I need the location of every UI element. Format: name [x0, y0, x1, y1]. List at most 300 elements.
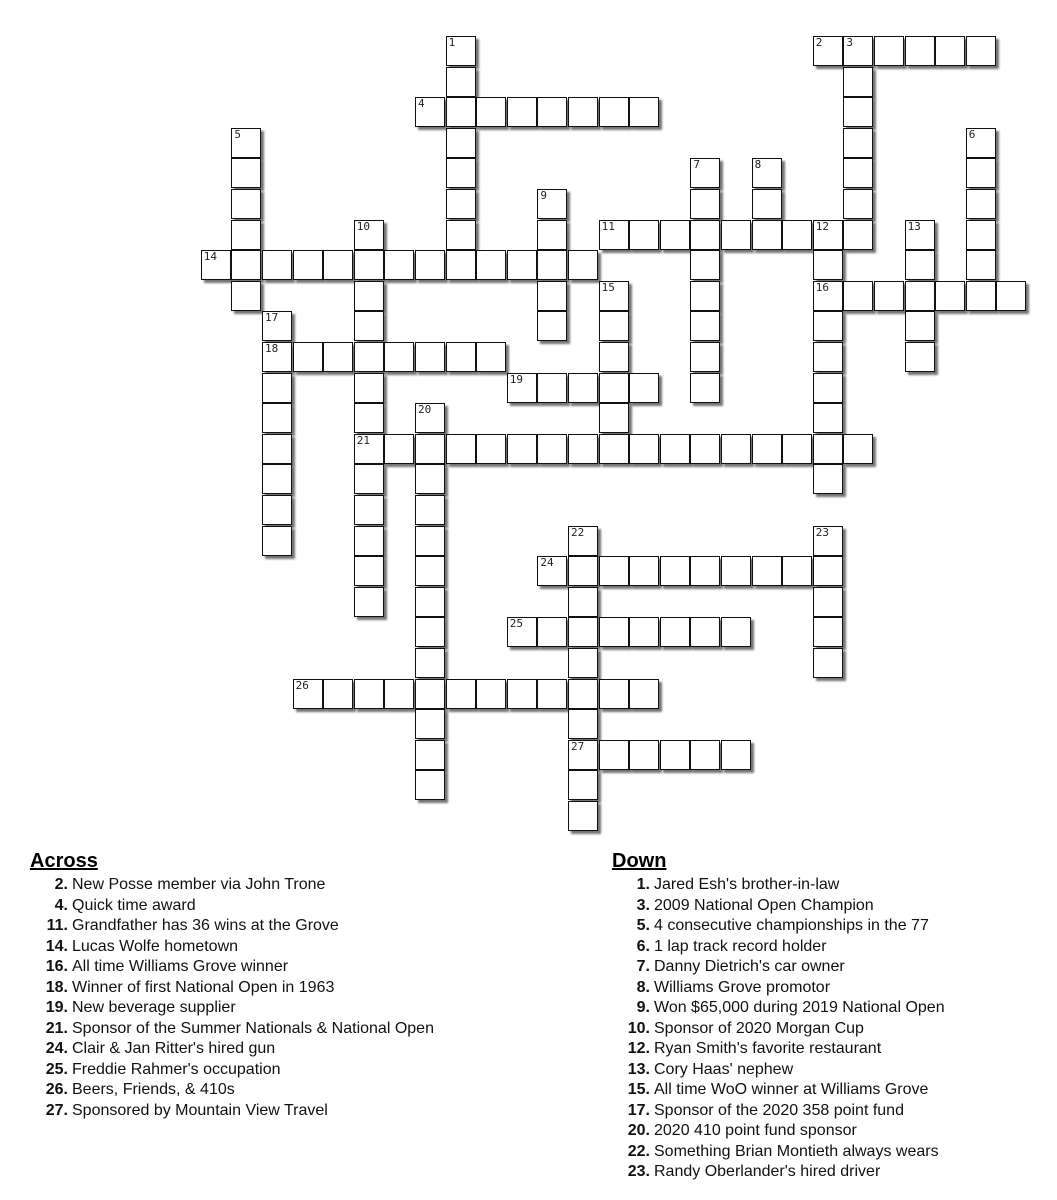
clue-text: New Posse member via John Trone — [72, 876, 326, 893]
grid-cell[interactable] — [446, 434, 476, 464]
clue-number: 13 — [907, 219, 921, 233]
grid-cell[interactable] — [813, 36, 843, 66]
clue-number: 2 — [815, 36, 823, 49]
grid-cell[interactable] — [415, 679, 445, 709]
grid-cell[interactable] — [568, 709, 598, 739]
grid-cell[interactable] — [660, 617, 690, 647]
clue-text: Beers, Friends, & 410s — [72, 1081, 235, 1098]
grid-cell[interactable] — [537, 250, 567, 280]
grid-cell[interactable] — [629, 97, 659, 127]
across-clue — [30, 916, 434, 937]
clue-number: 14 — [203, 250, 218, 264]
grid-cell[interactable] — [446, 128, 476, 158]
clue-num: 22. — [627, 1142, 650, 1160]
grid-cell[interactable] — [966, 250, 996, 280]
clue-num: 26. — [45, 1081, 68, 1098]
clue-num: 4. — [54, 896, 68, 914]
grid-cell[interactable] — [354, 281, 384, 311]
grid-cell[interactable] — [752, 556, 782, 586]
clue-num: 7. — [636, 958, 650, 975]
grid-cell[interactable] — [293, 342, 323, 372]
clue-number: 9 — [540, 189, 548, 202]
grid-cell[interactable] — [721, 740, 751, 770]
grid-cell[interactable] — [568, 801, 598, 831]
grid-cell[interactable] — [568, 434, 598, 464]
down-clue — [612, 1080, 945, 1101]
across-clue — [30, 1019, 434, 1040]
grid-cell[interactable] — [721, 434, 751, 464]
clue-text: Lucas Wolfe hometown — [72, 937, 239, 955]
grid-cell[interactable] — [752, 220, 782, 250]
grid-cell[interactable] — [262, 526, 292, 556]
grid-cell[interactable] — [323, 250, 353, 280]
grid-cell[interactable] — [629, 434, 659, 464]
grid-cell[interactable] — [690, 556, 720, 586]
grid-cell[interactable] — [629, 220, 659, 250]
grid-cell[interactable] — [415, 617, 445, 647]
grid-cell[interactable] — [323, 342, 353, 372]
grid-cell[interactable] — [568, 617, 598, 647]
grid-cell[interactable] — [568, 740, 598, 770]
grid-cell[interactable] — [966, 220, 996, 250]
grid-cell[interactable] — [231, 158, 261, 188]
grid-cell[interactable] — [599, 97, 629, 127]
grid-cell[interactable] — [874, 281, 904, 311]
grid-cell[interactable] — [690, 342, 720, 372]
grid-cell[interactable] — [354, 587, 384, 617]
grid-cell[interactable] — [813, 526, 843, 556]
grid-cell[interactable] — [843, 189, 873, 219]
grid-cell[interactable] — [415, 740, 445, 770]
grid-cell[interactable] — [415, 250, 445, 280]
grid-cell[interactable] — [293, 679, 323, 709]
grid-cell[interactable] — [599, 679, 629, 709]
grid-cell[interactable] — [599, 373, 629, 403]
clue-number: 25 — [509, 617, 524, 631]
down-clue — [612, 1060, 945, 1081]
clue-number: 21 — [356, 433, 371, 447]
grid-cell[interactable] — [323, 679, 353, 709]
grid-cell[interactable] — [507, 434, 537, 464]
grid-cell[interactable] — [568, 250, 598, 280]
grid-cell[interactable] — [201, 250, 231, 280]
grid-cell[interactable] — [966, 36, 996, 66]
down-clue — [612, 957, 945, 978]
clue-num: 25. — [45, 1060, 68, 1078]
down-clue — [612, 896, 945, 917]
clue-num: 17. — [627, 1101, 650, 1119]
grid-cell[interactable] — [813, 220, 843, 250]
grid-cell[interactable] — [813, 648, 843, 678]
across-clue-list — [30, 875, 434, 1121]
grid-cell[interactable] — [568, 648, 598, 678]
across-clue — [30, 937, 434, 958]
grid-cell[interactable] — [354, 373, 384, 403]
grid-cell[interactable] — [446, 97, 476, 127]
grid-cell[interactable] — [354, 495, 384, 525]
grid-cell[interactable] — [690, 158, 720, 188]
grid-cell[interactable] — [415, 495, 445, 525]
clue-text: Quick time award — [72, 896, 196, 914]
grid-cell[interactable] — [262, 342, 292, 372]
clue-num: 8. — [636, 978, 650, 996]
down-clue-list — [612, 875, 945, 1183]
grid-cell[interactable] — [966, 128, 996, 158]
grid-cell[interactable] — [843, 36, 873, 66]
grid-cell[interactable] — [537, 97, 567, 127]
grid-cell[interactable] — [568, 97, 598, 127]
grid-cell[interactable] — [354, 526, 384, 556]
grid-cell[interactable] — [966, 189, 996, 219]
clue-number: 3 — [846, 36, 854, 49]
grid-cell[interactable] — [537, 189, 567, 219]
grid-cell[interactable] — [262, 311, 292, 341]
grid-cell[interactable] — [507, 679, 537, 709]
down-clue — [612, 978, 945, 999]
grid-cell[interactable] — [629, 556, 659, 586]
grid-cell[interactable] — [415, 556, 445, 586]
grid-cell[interactable] — [354, 464, 384, 494]
clue-num: 16. — [45, 958, 68, 975]
clue-number: 18 — [265, 342, 279, 355]
grid-cell[interactable] — [446, 679, 476, 709]
grid-cell[interactable] — [568, 526, 598, 556]
grid-cell[interactable] — [690, 281, 720, 311]
clue-number: 7 — [693, 158, 701, 172]
clue-number: 4 — [418, 97, 425, 111]
grid-cell[interactable] — [231, 128, 261, 158]
grid-cell[interactable] — [935, 36, 965, 66]
grid-cell[interactable] — [813, 464, 843, 494]
grid-cell[interactable] — [782, 434, 812, 464]
grid-cell[interactable] — [660, 434, 690, 464]
grid-cell[interactable] — [384, 434, 414, 464]
clue-text: Winner of first National Open in 1963 — [72, 978, 335, 996]
across-clue — [30, 896, 434, 917]
grid-cell[interactable] — [537, 617, 567, 647]
grid-cell[interactable] — [599, 434, 629, 464]
clue-num: 6. — [636, 937, 650, 955]
down-clues — [612, 850, 945, 1183]
grid-cell[interactable] — [629, 617, 659, 647]
grid-cell[interactable] — [446, 189, 476, 219]
grid-cell[interactable] — [905, 220, 935, 250]
grid-cell[interactable] — [935, 281, 965, 311]
grid-cell[interactable] — [690, 311, 720, 341]
grid-cell[interactable] — [660, 740, 690, 770]
clue-text: 1 lap track record holder — [654, 937, 827, 955]
clue-text: Randy Oberlander's hired driver — [654, 1163, 881, 1180]
down-clue — [612, 916, 945, 937]
clue-number: 20 — [418, 403, 432, 417]
clue-num: 24. — [45, 1040, 68, 1057]
grid-cell[interactable] — [415, 97, 445, 127]
grid-cell[interactable] — [507, 617, 537, 647]
clue-text: Danny Dietrich's car owner — [654, 958, 845, 975]
grid-cell[interactable] — [905, 36, 935, 66]
clue-num: 14. — [45, 937, 68, 955]
down-clue — [612, 875, 945, 896]
grid-cell[interactable] — [231, 250, 261, 280]
grid-cell[interactable] — [415, 648, 445, 678]
grid-cell[interactable] — [354, 434, 384, 464]
clue-number: 16 — [815, 280, 830, 294]
clue-text: Grandfather has 36 wins at the Grove — [72, 917, 339, 934]
grid-cell[interactable] — [843, 128, 873, 158]
clue-number: 26 — [295, 678, 309, 692]
grid-cell[interactable] — [415, 770, 445, 800]
grid-cell[interactable] — [507, 373, 537, 403]
grid-cell[interactable] — [476, 97, 506, 127]
grid-cell[interactable] — [752, 158, 782, 188]
across-clue — [30, 957, 434, 978]
grid-cell[interactable] — [599, 556, 629, 586]
grid-cell[interactable] — [690, 740, 720, 770]
clue-num: 9. — [636, 999, 650, 1016]
clue-num: 3. — [636, 896, 650, 914]
grid-cell[interactable] — [568, 556, 598, 586]
clue-number: 10 — [356, 219, 371, 233]
clue-text: Freddie Rahmer's occupation — [72, 1060, 281, 1078]
grid-cell[interactable] — [262, 403, 292, 433]
grid-cell[interactable] — [293, 250, 323, 280]
grid-cell[interactable] — [599, 740, 629, 770]
grid-cell[interactable] — [905, 250, 935, 280]
clue-number: 6 — [968, 127, 976, 141]
clue-number: 17 — [265, 311, 279, 325]
down-clue — [612, 1039, 945, 1060]
down-clue — [612, 998, 945, 1019]
grid-cell[interactable] — [415, 434, 445, 464]
grid-cell[interactable] — [262, 373, 292, 403]
grid-cell[interactable] — [446, 67, 476, 97]
grid-cell[interactable] — [568, 770, 598, 800]
grid-cell[interactable] — [660, 556, 690, 586]
grid-cell[interactable] — [568, 679, 598, 709]
grid-cell[interactable] — [446, 158, 476, 188]
across-clue — [30, 1039, 434, 1060]
clue-text: Something Brian Montieth always wears — [654, 1142, 939, 1160]
grid-cell[interactable] — [415, 342, 445, 372]
grid-cell[interactable] — [231, 189, 261, 219]
clue-num: 1. — [636, 876, 650, 893]
grid-cell[interactable] — [752, 434, 782, 464]
grid-cell[interactable] — [721, 617, 751, 647]
grid-cell[interactable] — [721, 220, 751, 250]
grid-cell[interactable] — [752, 189, 782, 219]
across-clue — [30, 998, 434, 1019]
grid-cell[interactable] — [843, 158, 873, 188]
grid-cell[interactable] — [507, 250, 537, 280]
grid-cell[interactable] — [476, 342, 506, 372]
grid-cell[interactable] — [537, 311, 567, 341]
grid-cell[interactable] — [537, 281, 567, 311]
grid-cell[interactable] — [262, 250, 292, 280]
across-clue — [30, 1080, 434, 1101]
grid-cell[interactable] — [813, 587, 843, 617]
grid-cell[interactable] — [262, 434, 292, 464]
clue-num: 15. — [627, 1081, 650, 1098]
across-clue — [30, 875, 434, 896]
grid-cell[interactable] — [813, 556, 843, 586]
grid-cell[interactable] — [599, 342, 629, 372]
clue-text: Sponsor of the Summer Nationals & National Open — [72, 1019, 434, 1037]
grid-cell[interactable] — [476, 679, 506, 709]
grid-cell[interactable] — [415, 526, 445, 556]
grid-cell[interactable] — [231, 281, 261, 311]
down-clue — [612, 1142, 945, 1163]
down-clue — [612, 1121, 945, 1142]
clue-text: Sponsor of 2020 Morgan Cup — [654, 1019, 864, 1037]
grid-cell[interactable] — [231, 220, 261, 250]
grid-cell[interactable] — [813, 373, 843, 403]
grid-cell[interactable] — [537, 556, 567, 586]
clue-number: 11 — [601, 219, 615, 233]
across-clues — [30, 850, 434, 1121]
clue-number: 15 — [601, 280, 615, 294]
grid-cell[interactable] — [568, 373, 598, 403]
clue-num: 10. — [627, 1019, 650, 1037]
clue-num: 13. — [627, 1060, 650, 1078]
grid-cell[interactable] — [782, 220, 812, 250]
grid-cell[interactable] — [782, 556, 812, 586]
clue-text: 4 consecutive championships in the 77 — [654, 917, 929, 934]
grid-cell[interactable] — [843, 281, 873, 311]
grid-cell[interactable] — [476, 434, 506, 464]
grid-cell[interactable] — [354, 342, 384, 372]
grid-cell[interactable] — [262, 464, 292, 494]
clue-num: 19. — [45, 999, 68, 1016]
grid-cell[interactable] — [446, 36, 476, 66]
clue-text: Won $65,000 during 2019 National Open — [654, 999, 945, 1016]
grid-cell[interactable] — [690, 373, 720, 403]
grid-cell[interactable] — [966, 281, 996, 311]
grid-cell[interactable] — [690, 220, 720, 250]
clue-text: Sponsor of the 2020 358 point fund — [654, 1101, 904, 1119]
across-clue — [30, 1060, 434, 1081]
clue-number: 19 — [509, 372, 524, 386]
grid-cell[interactable] — [690, 189, 720, 219]
clue-num: 5. — [636, 917, 650, 934]
grid-cell[interactable] — [813, 617, 843, 647]
grid-cell[interactable] — [507, 97, 537, 127]
grid-cell[interactable] — [446, 342, 476, 372]
grid-cell[interactable] — [813, 250, 843, 280]
down-clue — [612, 1162, 945, 1183]
clue-num: 27. — [45, 1101, 68, 1119]
grid-cell[interactable] — [905, 342, 935, 372]
grid-cell[interactable] — [384, 250, 414, 280]
grid-cell[interactable] — [354, 679, 384, 709]
grid-cell[interactable] — [476, 250, 506, 280]
grid-cell[interactable] — [537, 679, 567, 709]
grid-cell[interactable] — [843, 67, 873, 97]
grid-cell[interactable] — [843, 434, 873, 464]
grid-cell[interactable] — [599, 311, 629, 341]
grid-cell[interactable] — [905, 311, 935, 341]
grid-cell[interactable] — [629, 373, 659, 403]
grid-cell[interactable] — [813, 311, 843, 341]
grid-cell[interactable] — [599, 617, 629, 647]
clue-text: New beverage supplier — [72, 999, 236, 1016]
grid-cell[interactable] — [690, 617, 720, 647]
grid-cell[interactable] — [599, 220, 629, 250]
clue-num: 23. — [627, 1163, 650, 1180]
grid-cell[interactable] — [905, 281, 935, 311]
clue-num: 2. — [54, 876, 68, 893]
grid-cell[interactable] — [843, 97, 873, 127]
clue-number: 24 — [540, 556, 554, 570]
clue-num: 21. — [45, 1019, 68, 1037]
grid-cell[interactable] — [629, 740, 659, 770]
grid-cell[interactable] — [537, 373, 567, 403]
grid-cell[interactable] — [446, 220, 476, 250]
clue-num: 20. — [627, 1122, 650, 1139]
clue-text: Ryan Smith's favorite restaurant — [654, 1040, 882, 1057]
grid-cell[interactable] — [568, 587, 598, 617]
grid-cell[interactable] — [262, 495, 292, 525]
grid-cell[interactable] — [813, 403, 843, 433]
grid-cell[interactable] — [415, 587, 445, 617]
grid-cell[interactable] — [690, 434, 720, 464]
grid-cell[interactable] — [843, 220, 873, 250]
grid-cell[interactable] — [354, 311, 384, 341]
down-clue — [612, 1101, 945, 1122]
clue-number: 12 — [815, 219, 830, 233]
down-heading: Down — [612, 850, 667, 872]
grid-cell[interactable] — [690, 250, 720, 280]
clue-text: Sponsored by Mountain View Travel — [72, 1101, 328, 1119]
clue-number: 1 — [448, 36, 456, 49]
grid-cell[interactable] — [629, 679, 659, 709]
grid-cell[interactable] — [354, 220, 384, 250]
grid-cell[interactable] — [966, 158, 996, 188]
clue-text: Cory Haas' nephew — [654, 1060, 794, 1078]
grid-cell[interactable] — [415, 464, 445, 494]
grid-cell[interactable] — [354, 556, 384, 586]
grid-cell[interactable] — [415, 403, 445, 433]
clue-text: All time Williams Grove winner — [72, 958, 289, 975]
grid-cell[interactable] — [996, 281, 1026, 311]
clue-text: Williams Grove promotor — [654, 978, 831, 996]
clue-number: 27 — [571, 739, 585, 753]
grid-cell[interactable] — [813, 342, 843, 372]
grid-cell[interactable] — [384, 679, 414, 709]
clue-text: 2020 410 point fund sponsor — [654, 1122, 857, 1139]
grid-cell[interactable] — [874, 36, 904, 66]
clue-text: All time WoO winner at Williams Grove — [654, 1081, 929, 1098]
across-clue — [30, 1101, 434, 1122]
grid-cell[interactable] — [813, 281, 843, 311]
across-clue — [30, 978, 434, 999]
grid-cell[interactable] — [537, 434, 567, 464]
grid-cell[interactable] — [354, 250, 384, 280]
clue-number: 22 — [571, 525, 585, 539]
grid-cell[interactable] — [599, 281, 629, 311]
grid-cell[interactable] — [721, 556, 751, 586]
grid-cell[interactable] — [599, 403, 629, 433]
clue-text: 2009 National Open Champion — [654, 896, 874, 914]
grid-cell[interactable] — [415, 709, 445, 739]
clue-number: 8 — [754, 158, 762, 172]
grid-cell[interactable] — [384, 342, 414, 372]
grid-cell[interactable] — [813, 434, 843, 464]
grid-cell[interactable] — [446, 250, 476, 280]
grid-cell[interactable] — [537, 220, 567, 250]
grid-cell[interactable] — [660, 220, 690, 250]
down-clue — [612, 937, 945, 958]
grid-cell[interactable] — [354, 403, 384, 433]
